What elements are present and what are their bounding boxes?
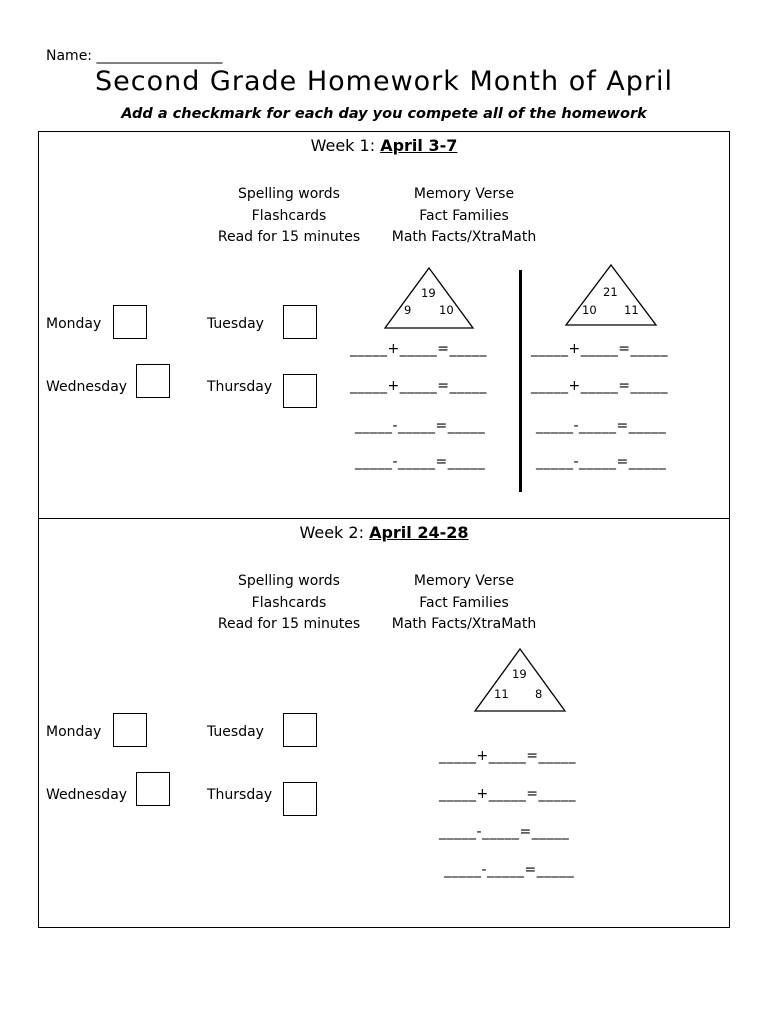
day-label-thursday: Thursday [207, 787, 273, 803]
day-label-tuesday: Tuesday [207, 724, 264, 740]
task-item: Read for 15 minutes [217, 616, 361, 632]
fact-right: 10 [439, 303, 454, 317]
fact-left: 9 [404, 303, 412, 317]
fact-top: 19 [421, 286, 436, 300]
task-item: Math Facts/XtraMath [391, 229, 537, 245]
task-item: Memory Verse [413, 186, 515, 202]
task-item: Memory Verse [413, 573, 515, 589]
day-label-wednesday: Wednesday [46, 787, 128, 803]
week-2-section [38, 518, 730, 928]
task-column-right [379, 184, 549, 249]
equation-addition[interactable]: _____+_____=_____ [439, 748, 576, 764]
fact-top: 21 [603, 285, 618, 299]
week-1-section [38, 131, 730, 519]
day-label-monday: Monday [46, 724, 102, 740]
checkbox-tuesday[interactable] [283, 305, 317, 339]
checkbox-wednesday[interactable] [136, 772, 170, 806]
task-item: Fact Families [419, 594, 509, 611]
checkbox-thursday[interactable] [283, 782, 317, 816]
week-label: Week 1: [310, 136, 376, 155]
task-item: Spelling words [238, 186, 340, 202]
equation-subtraction[interactable]: _____-_____=_____ [355, 418, 486, 434]
task-item: Math Facts/XtraMath [391, 616, 537, 632]
day-label-thursday: Thursday [207, 379, 273, 395]
fact-right: 11 [624, 303, 639, 317]
equation-addition[interactable]: _____+_____=_____ [531, 378, 668, 394]
week-2-heading [39, 523, 729, 542]
task-column-right [379, 571, 549, 636]
column-divider [519, 270, 522, 492]
instruction-text: Add a checkmark for each day you compete all of the homework [121, 106, 647, 122]
week-1-heading [39, 136, 729, 155]
equation-subtraction[interactable]: _____-_____=_____ [439, 824, 570, 840]
equation-subtraction[interactable]: _____-_____=_____ [444, 862, 575, 878]
day-label-monday: Monday [46, 316, 102, 332]
task-item: Flashcards [251, 594, 327, 611]
checkbox-wednesday[interactable] [136, 364, 170, 398]
week-label: Week 2: [299, 523, 364, 542]
task-column-left [209, 184, 369, 249]
day-label-wednesday: Wednesday [46, 379, 128, 395]
checkbox-monday[interactable] [113, 713, 147, 747]
fact-left: 11 [494, 687, 509, 701]
task-item: Flashcards [251, 207, 327, 224]
equation-addition[interactable]: _____+_____=_____ [350, 341, 487, 357]
equation-addition[interactable]: _____+_____=_____ [350, 378, 487, 394]
week-dates: April 24-28 [369, 523, 469, 542]
fact-top: 19 [512, 667, 527, 681]
fact-family-triangle-a [383, 266, 475, 330]
task-item: Spelling words [238, 573, 340, 589]
checkbox-tuesday[interactable] [283, 713, 317, 747]
fact-family-triangle-b [564, 263, 658, 327]
fact-family-triangle [473, 647, 567, 713]
checkbox-thursday[interactable] [283, 374, 317, 408]
week-dates: April 3-7 [380, 136, 458, 155]
page-title: Second Grade Homework Month of April [94, 66, 674, 97]
day-label-tuesday: Tuesday [207, 316, 264, 332]
equation-subtraction[interactable]: _____-_____=_____ [355, 454, 486, 470]
checkbox-monday[interactable] [113, 305, 147, 339]
equation-subtraction[interactable]: _____-_____=_____ [536, 454, 667, 470]
task-item: Read for 15 minutes [217, 229, 361, 245]
equation-subtraction[interactable]: _____-_____=_____ [536, 418, 667, 434]
task-column-left [209, 571, 369, 636]
fact-left: 10 [582, 303, 597, 317]
equation-addition[interactable]: _____+_____=_____ [439, 786, 576, 802]
task-item: Fact Families [419, 207, 509, 224]
fact-right: 8 [535, 687, 543, 701]
name-field-label: Name: __________________ [46, 48, 223, 64]
equation-addition[interactable]: _____+_____=_____ [531, 341, 668, 357]
